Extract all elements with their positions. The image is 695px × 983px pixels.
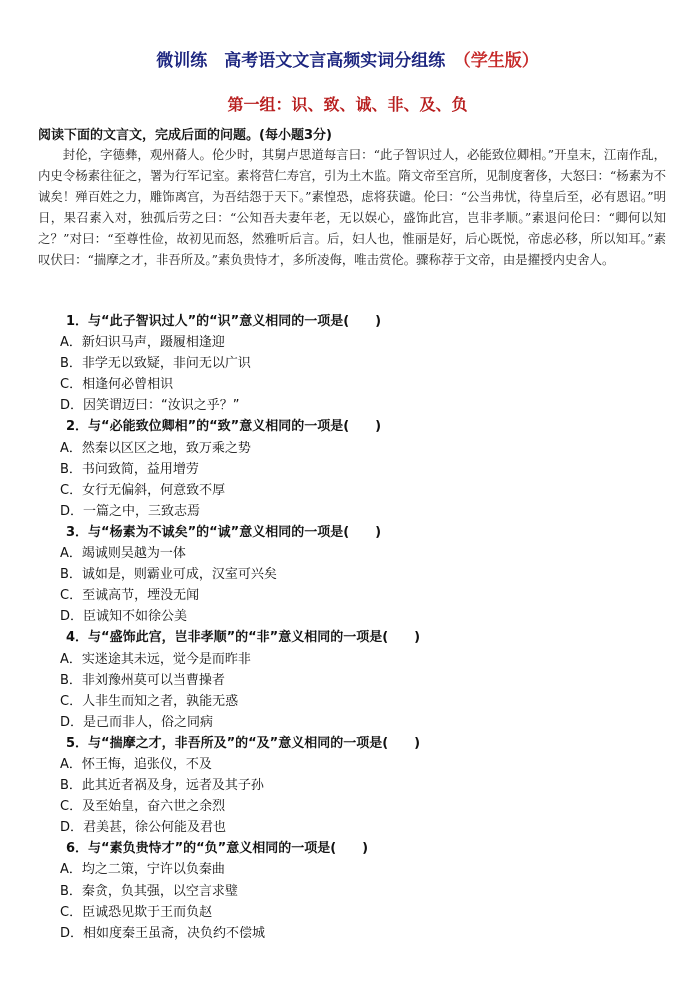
option-d: D．臣诚知不如徐公美	[60, 609, 188, 625]
question-6	[60, 838, 670, 943]
question-stem: 2．与“必能致位卿相”的“致”意义相同的一项是( )	[66, 419, 382, 435]
option-d: D．君美甚，徐公何能及君也	[60, 820, 227, 836]
option-a: A．竭诚则吴越为一体	[60, 546, 186, 562]
edition-badge: （学生版）	[462, 51, 539, 71]
option-c: C．臣诚恐见欺于王而负赵	[60, 904, 213, 920]
option-d: D．因笑谓迈曰：“汝识之乎？”	[60, 398, 240, 414]
option-a: A．怀王悔，追张仪，不及	[60, 756, 212, 772]
option-c: C．相逢何必曾相识	[60, 377, 174, 393]
question-stem: 1．与“此子智识过人”的“识”意义相同的一项是( )	[66, 314, 382, 329]
question-4	[60, 627, 670, 732]
option-b: B．非刘豫州莫可以当曹操者	[60, 672, 225, 688]
question-list	[60, 311, 670, 944]
option-c: C．人非生而知之者，孰能无惑	[60, 693, 239, 709]
option-c: C．女行无偏斜，何意致不厚	[60, 482, 226, 498]
option-a: A．均之二策，宁许以负秦曲	[60, 862, 225, 878]
option-d: D．是己而非人，俗之同病	[60, 714, 214, 730]
title-text: 微训练 高考语文文言高频实词分组练	[156, 51, 446, 71]
option-a: A．实迷途其未远，觉今是而昨非	[60, 651, 251, 667]
question-stem: 4．与“盛饰此宫，岂非孝顺”的“非”意义相同的一项是( )	[66, 630, 421, 646]
option-a: A．新妇识马声，蹑履相逢迎	[60, 335, 225, 351]
classical-passage: 封伦，字德彝，观州蓨人。伦少时，其舅卢思道每言曰：“此子智识过人，必能致位卿相。”开皇末，江南作乱，内史令杨素往征之，署为行军记室。素将营仁寿宫，引为土木监。隋文帝至宫所，见制度奢侈，大怒曰：“杨素为不诚矣！殚百姓之力，雕饰离宫，为吾结怨于天下。”素惶恐，虑将获谴。伦曰：“公当弗忧，待皇后至，必有恩诏。”明日，果召素入对，独孤后劳之曰：“公知吾夫妻年老，无以娱心，盛饰此宫，岂非孝顺。”素退问伦曰：“卿何以知之？”对曰：“至尊性俭，故初见而怒，然雅听后言。后，妇人也，惟丽是好，后心既悦，帝虑必移，所以知耳。”素叹伏曰：“揣摩之才，非吾所及。”素负贵恃才，多所凌侮，唯击赏伦。骤称荐于文帝，由是擢授内史舍人。	[38, 147, 666, 268]
question-stem: 6．与“素负贵恃才”的“负”意义相同的一项是( )	[66, 841, 369, 857]
option-c: C．及至始皇，奋六世之余烈	[60, 799, 226, 815]
question-3	[60, 522, 670, 627]
option-d: D．相如度秦王虽斋，决负约不偿城	[60, 925, 266, 941]
question-stem: 5．与“揣摩之才，非吾所及”的“及”意义相同的一项是( )	[66, 735, 421, 751]
question-5	[60, 733, 670, 838]
option-d: D．一篇之中，三致志焉	[60, 503, 201, 519]
document-title	[0, 46, 695, 71]
option-b: B．此其近者祸及身，远者及其子孙	[60, 778, 264, 794]
reading-instruction: 阅读下面的文言文，完成后面的问题。(每小题3分)	[38, 128, 332, 143]
question-stem: 3．与“杨素为不诚矣”的“诚”意义相同的一项是( )	[66, 524, 382, 540]
option-b: B．非学无以致疑，非问无以广识	[60, 356, 251, 372]
option-b: B．书问致简，益用增劳	[60, 461, 199, 477]
question-2	[60, 416, 670, 521]
group-subtitle: 第一组：识、致、诚、非、及、负	[227, 95, 468, 114]
option-b: B．诚如是，则霸业可成，汉室可兴矣	[60, 567, 277, 583]
option-b: B．秦贪，负其强，以空言求璧	[60, 883, 238, 899]
option-c: C．至诚高节，堙没无闻	[60, 588, 200, 604]
question-1	[60, 311, 670, 416]
option-a: A．然秦以区区之地，致万乘之势	[60, 440, 251, 456]
